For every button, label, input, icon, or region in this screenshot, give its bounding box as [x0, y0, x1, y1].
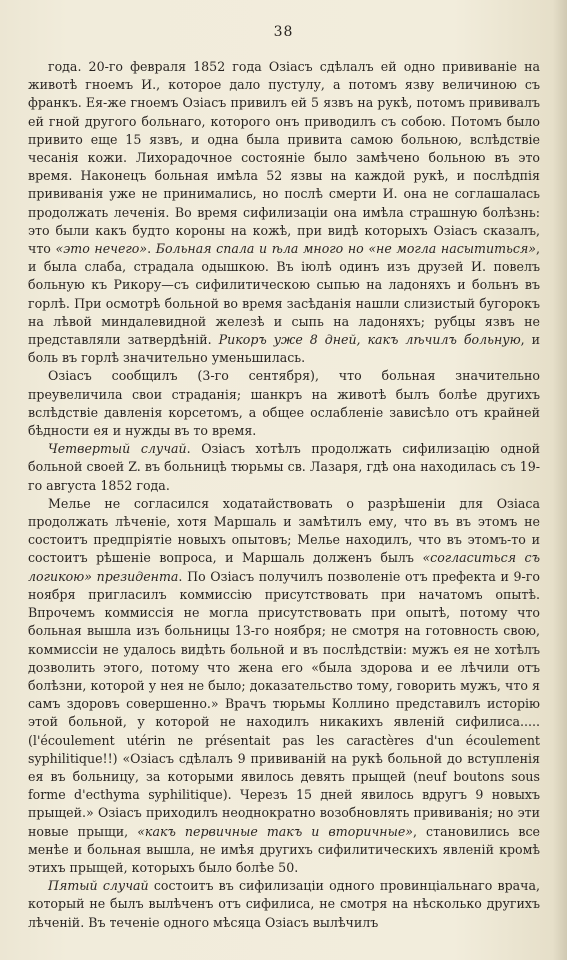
page-number: 38	[273, 24, 294, 40]
paragraph-3: Четвертый случай. Озіасъ хотѣлъ продолжать сифилизацію одной больной своей Z. въ больницѣ тюрьмы св. Лазаря, гдѣ она находилась съ 19-го августа 1852 года.	[28, 441, 540, 493]
paragraph-5: Пятый случай состоитъ въ сифилизаціи одного провинціальнаго врача, который не былъ вылѣченъ отъ сифилиса, не смотря на нѣсколько другихъ лѣченій. Въ теченіе одного мѣсяца Озіасъ вылѣчилъ	[28, 878, 540, 930]
page-body	[28, 58, 540, 932]
paragraph-2: Озіасъ сообщилъ (3-го сентября), что больная значительно преувеличила свои страданія; шанкръ на животѣ былъ болѣе другихъ вслѣдствіе давленія корсетомъ, а общее ослабленіе зависѣло отъ крайней бѣдности ея и нужды въ то время.	[28, 368, 540, 439]
paragraph-4: Мелье не согласился ходатайствовать о разрѣшеніи для Озіаса продолжать лѣченіе, хотя Маршаль и замѣтилъ ему, что въ въ этомъ не состоитъ предпріятіе новыхъ опытовъ; Мелье находилъ, что въ этомъ-то и состоитъ рѣшеніе вопроса, и Маршаль долженъ былъ «согласиться съ логикою» президента. По Озіасъ получилъ позволеніе отъ префекта и 9-го ноября пригласилъ коммиссію присутствовать при начатомъ опытѣ. Впрочемъ коммиссія не могла присутствовать при опытѣ, потому что больная вышла изъ больницы 13-го ноября; не смотря на готовность свою, коммиссіи не удалось видѣть больной и въ послѣдствіи: мужъ ея не хотѣлъ дозволить этого, потому что жена его «была здорова и ее лѣчили отъ болѣзни, которой у нея не было; доказательство тому, говорить мужъ, что я самъ здоровъ совершенно.» Врачъ тюрьмы Коллино представилъ исторію этой больной, у которой не находилъ никакихъ явленій сифилиса..... (l'écoulement utérin ne présentait pas les caractères d'un écoulement syphilitique!!) «Озіасъ сдѣлалъ 9 прививаній на рукѣ больной до вступленія ея въ больницу, за которыми явилось девять прыщей (neuf boutons sous forme d'ecthyma syphilitique). Черезъ 15 дней явилось вдругъ 9 новыхъ прыщей.» Озіасъ приходилъ неоднократно возобновлять прививанія; но эти новые прыщи, «какъ первичные такъ и вторичные», становились все менѣе и больная вышла, не имѣя другихъ сифилитическихъ явленій кромѣ этихъ прыщей, которыхъ было болѣе 50.	[28, 495, 540, 875]
paragraph-1: года. 20-го февраля 1852 года Озіасъ сдѣлалъ ей одно прививаніе на животѣ гноемъ И., которое дало пустулу, а потомъ язву величиною съ франкъ. Ея-же гноемъ Озіасъ привилъ ей 5 язвъ на рукѣ, потомъ прививалъ ей гной другого больнаго, которого онъ приводилъ съ собою. Потомъ было привито еще 15 язвъ, и одна была привита самою больною, вслѣдствіе чесанія кожи. Лихорадочное состояніе было замѣчено больною въ это время. Наконецъ больная имѣла 52 язвы на каждой рукѣ, и послѣдпія прививанія уже не принимались, но послѣ смерти И. она не соглашалась продолжать леченія. Во время сифилизаціи она имѣла страшную болѣзнь: это были какъ будто короны на кожѣ, при видѣ которыхъ Озіасъ сказалъ, что «это нечего». Больная спала и ѣла много но «не могла насытиться», и была слаба, страдала одышкою. Въ іюлѣ одинъ изъ друзей И. повелъ больную къ Рикору—съ сифилитическою сыпью на ладоняхъ и больнъ въ горлѣ. При осмотрѣ больной во время засѣданія нашли слизистый бугорокъ на лѣвой миндалевидной железѣ и сыпь на ладоняхъ; рубцы язвъ не представляли затвердѣній. Рикоръ уже 8 дней, какъ лѣчилъ больную, и боль въ горлѣ значительно уменьшилась.	[28, 59, 541, 366]
